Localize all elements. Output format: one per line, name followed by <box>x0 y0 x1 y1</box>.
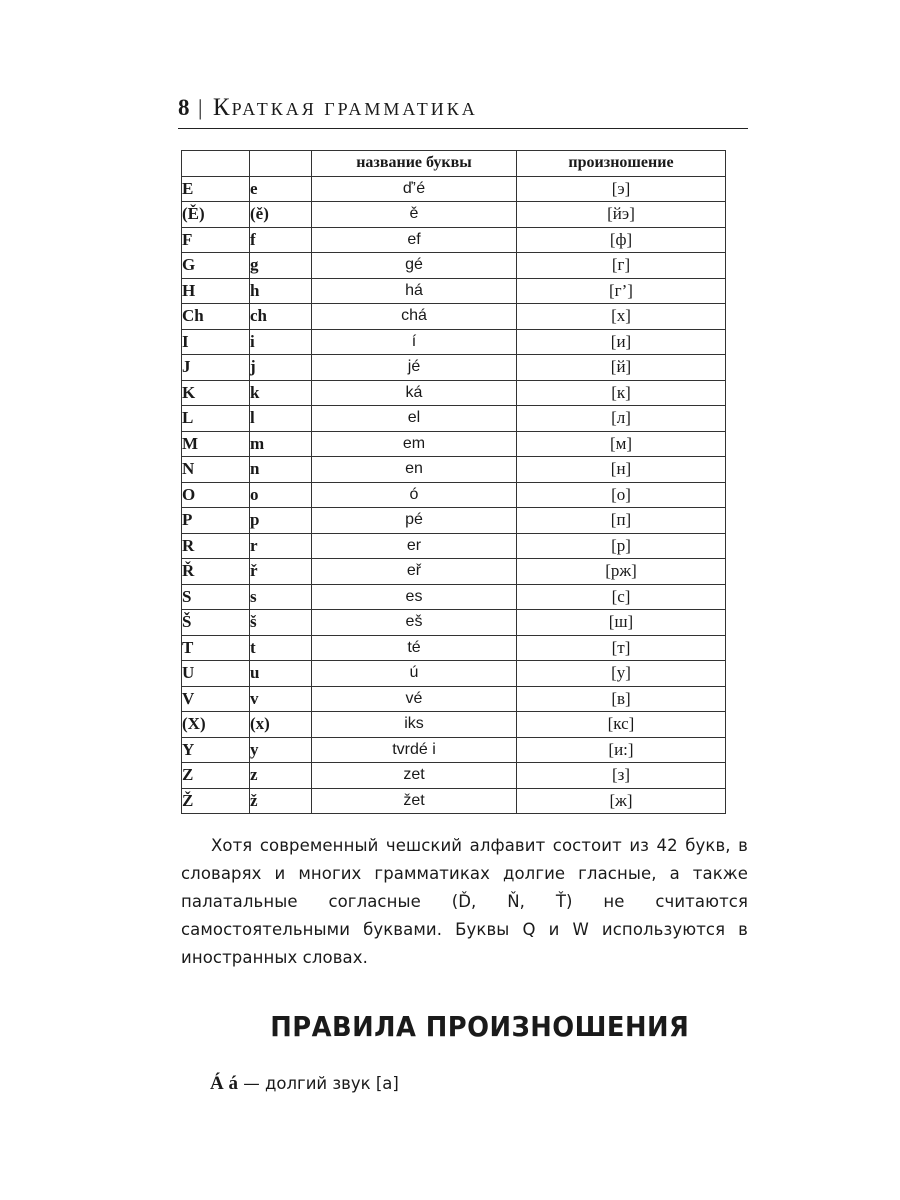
letter-name-cell: eř <box>312 559 517 585</box>
section-heading <box>0 1010 900 1043</box>
pronunciation-cell: [у] <box>517 661 726 687</box>
pronunciation-cell: [г] <box>517 253 726 279</box>
lower-letter-cell: v <box>250 686 312 712</box>
column-header-letter-name: название буквы <box>312 151 517 177</box>
letter-name-cell: té <box>312 635 517 661</box>
table-row <box>182 712 726 738</box>
table-row <box>182 278 726 304</box>
table-row <box>182 508 726 534</box>
rule-letters: Á á <box>210 1073 238 1094</box>
lower-letter-cell: (ě) <box>250 202 312 228</box>
lower-letter-cell: i <box>250 329 312 355</box>
upper-letter-cell: E <box>182 176 250 202</box>
pronunciation-cell: [н] <box>517 457 726 483</box>
letter-name-cell: ká <box>312 380 517 406</box>
pronunciation-cell: [ж] <box>517 788 726 814</box>
letter-name-cell: en <box>312 457 517 483</box>
upper-letter-cell: Z <box>182 763 250 789</box>
alphabet-table-body <box>182 176 726 814</box>
letter-name-cell: jé <box>312 355 517 381</box>
pronunciation-cell: [э] <box>517 176 726 202</box>
pronunciation-cell: [п] <box>517 508 726 534</box>
table-row <box>182 559 726 585</box>
letter-name-cell: há <box>312 278 517 304</box>
upper-letter-cell: M <box>182 431 250 457</box>
letter-name-cell: gé <box>312 253 517 279</box>
rule-text: — долгий звук [а] <box>237 1074 399 1093</box>
letter-name-cell: chá <box>312 304 517 330</box>
table-row <box>182 482 726 508</box>
table-row <box>182 329 726 355</box>
table-row <box>182 457 726 483</box>
letter-name-cell: žet <box>312 788 517 814</box>
upper-letter-cell: U <box>182 661 250 687</box>
pronunciation-cell: [з] <box>517 763 726 789</box>
table-row <box>182 355 726 381</box>
letter-name-cell: er <box>312 533 517 559</box>
lower-letter-cell: f <box>250 227 312 253</box>
upper-letter-cell: O <box>182 482 250 508</box>
lower-letter-cell: š <box>250 610 312 636</box>
pronunciation-cell: [р] <box>517 533 726 559</box>
lower-letter-cell: y <box>250 737 312 763</box>
table-row <box>182 227 726 253</box>
lower-letter-cell: e <box>250 176 312 202</box>
pronunciation-cell: [о] <box>517 482 726 508</box>
letter-name-cell: ď’é <box>312 176 517 202</box>
column-header <box>250 151 312 177</box>
lower-letter-cell: z <box>250 763 312 789</box>
upper-letter-cell: (Ě) <box>182 202 250 228</box>
table-row <box>182 533 726 559</box>
pronunciation-cell: [в] <box>517 686 726 712</box>
letter-name-cell: í <box>312 329 517 355</box>
pronunciation-cell: [и:] <box>517 737 726 763</box>
letter-name-cell: zet <box>312 763 517 789</box>
table-row <box>182 431 726 457</box>
header-rule <box>178 128 748 129</box>
pronunciation-cell: [рж] <box>517 559 726 585</box>
upper-letter-cell: S <box>182 584 250 610</box>
pronunciation-cell: [кс] <box>517 712 726 738</box>
letter-name-cell: eš <box>312 610 517 636</box>
pronunciation-cell: [к] <box>517 380 726 406</box>
page-number: 8 <box>178 95 190 120</box>
pronunciation-cell: [т] <box>517 635 726 661</box>
column-header <box>182 151 250 177</box>
letter-name-cell: es <box>312 584 517 610</box>
lower-letter-cell: l <box>250 406 312 432</box>
table-row <box>182 661 726 687</box>
alphabet-table <box>181 150 726 814</box>
upper-letter-cell: F <box>182 227 250 253</box>
chapter-title-initial: К <box>212 94 232 121</box>
lower-letter-cell: k <box>250 380 312 406</box>
lower-letter-cell: j <box>250 355 312 381</box>
upper-letter-cell: I <box>182 329 250 355</box>
letter-name-cell: iks <box>312 712 517 738</box>
table-row <box>182 763 726 789</box>
header-separator: | <box>198 95 203 120</box>
upper-letter-cell: (X) <box>182 712 250 738</box>
table-header-row <box>182 151 726 177</box>
upper-letter-cell: G <box>182 253 250 279</box>
pronunciation-cell: [м] <box>517 431 726 457</box>
letter-name-cell: vé <box>312 686 517 712</box>
upper-letter-cell: Ch <box>182 304 250 330</box>
table-row <box>182 380 726 406</box>
lower-letter-cell: ž <box>250 788 312 814</box>
table-row <box>182 610 726 636</box>
pronunciation-cell: [л] <box>517 406 726 432</box>
table-row <box>182 635 726 661</box>
pronunciation-cell: [г’] <box>517 278 726 304</box>
upper-letter-cell: H <box>182 278 250 304</box>
upper-letter-cell: T <box>182 635 250 661</box>
lower-letter-cell: n <box>250 457 312 483</box>
lower-letter-cell: ch <box>250 304 312 330</box>
lower-letter-cell: p <box>250 508 312 534</box>
letter-name-cell: ó <box>312 482 517 508</box>
upper-letter-cell: Ž <box>182 788 250 814</box>
lower-letter-cell: u <box>250 661 312 687</box>
pronunciation-cell: [ш] <box>517 610 726 636</box>
chapter-title-rest: РАТКАЯ ГРАММАТИКА <box>231 99 478 119</box>
body-paragraph: Хотя современный чешский алфавит состоит из 42 букв, в словарях и многих грамматиках долгие гласные, а также палатальные согласные (Ď, Ň, Ť) не считаются самостоятельными буквами. Буквы Q и W используются в иностранных словах. <box>181 836 748 967</box>
lower-letter-cell: o <box>250 482 312 508</box>
upper-letter-cell: R <box>182 533 250 559</box>
upper-letter-cell: V <box>182 686 250 712</box>
pronunciation-cell: [и] <box>517 329 726 355</box>
lower-letter-cell: g <box>250 253 312 279</box>
table-row <box>182 737 726 763</box>
letter-name-cell: em <box>312 431 517 457</box>
section-heading-text: ПРАВИЛА ПРОИЗНОШЕНИЯ <box>270 1010 690 1043</box>
table-row <box>182 253 726 279</box>
lower-letter-cell: ř <box>250 559 312 585</box>
lower-letter-cell: t <box>250 635 312 661</box>
pronunciation-rule <box>210 1073 399 1095</box>
column-header-pronunciation: произношение <box>517 151 726 177</box>
upper-letter-cell: Y <box>182 737 250 763</box>
pronunciation-cell: [ф] <box>517 227 726 253</box>
lower-letter-cell: r <box>250 533 312 559</box>
pronunciation-cell: [йэ] <box>517 202 726 228</box>
letter-name-cell: ú <box>312 661 517 687</box>
table-row <box>182 304 726 330</box>
upper-letter-cell: K <box>182 380 250 406</box>
table-row <box>182 584 726 610</box>
table-row <box>182 406 726 432</box>
lower-letter-cell: m <box>250 431 312 457</box>
upper-letter-cell: L <box>182 406 250 432</box>
table-row <box>182 176 726 202</box>
lower-letter-cell: h <box>250 278 312 304</box>
pronunciation-cell: [й] <box>517 355 726 381</box>
pronunciation-cell: [х] <box>517 304 726 330</box>
table-row <box>182 202 726 228</box>
pronunciation-cell: [с] <box>517 584 726 610</box>
letter-name-cell: pé <box>312 508 517 534</box>
lower-letter-cell: s <box>250 584 312 610</box>
upper-letter-cell: Š <box>182 610 250 636</box>
upper-letter-cell: P <box>182 508 250 534</box>
letter-name-cell: ě <box>312 202 517 228</box>
letter-name-cell: el <box>312 406 517 432</box>
running-header <box>178 94 478 122</box>
table-row <box>182 788 726 814</box>
upper-letter-cell: Ř <box>182 559 250 585</box>
letter-name-cell: ef <box>312 227 517 253</box>
letter-name-cell: tvrdé i <box>312 737 517 763</box>
table-row <box>182 686 726 712</box>
upper-letter-cell: J <box>182 355 250 381</box>
chapter-title <box>213 94 478 122</box>
upper-letter-cell: N <box>182 457 250 483</box>
lower-letter-cell: (x) <box>250 712 312 738</box>
